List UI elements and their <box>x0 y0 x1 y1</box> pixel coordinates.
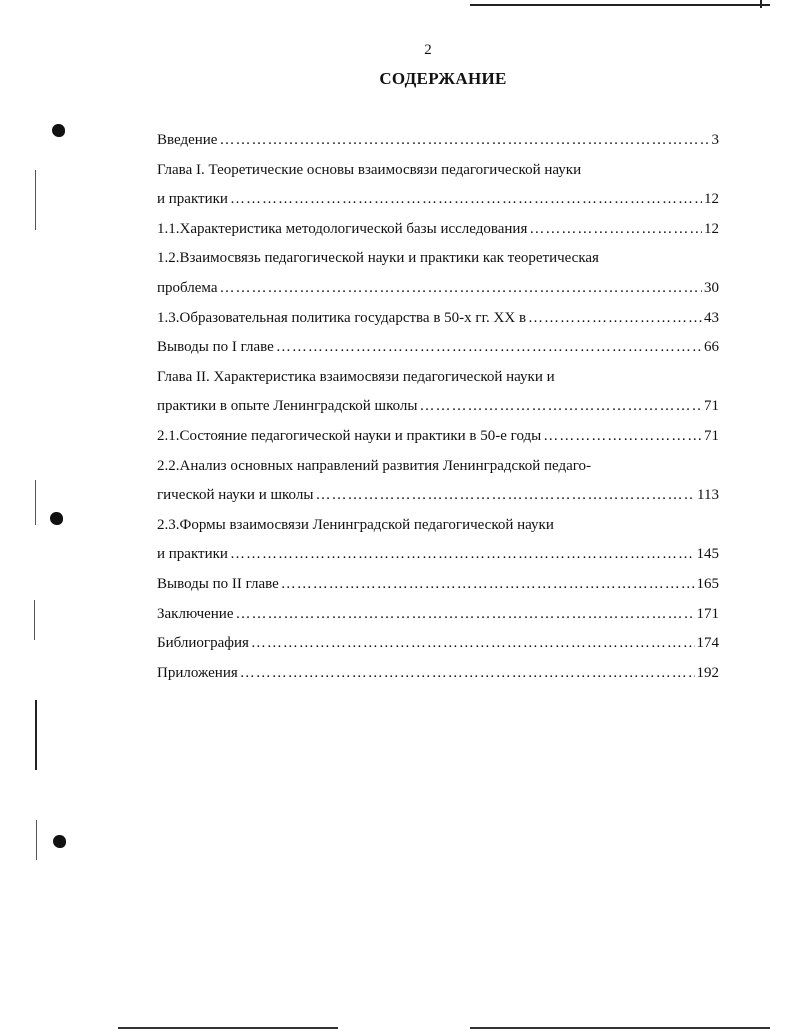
toc-dot-leader <box>230 540 695 570</box>
toc-entry-title: Введение <box>157 132 218 148</box>
toc-entry-page: 3 <box>711 132 719 148</box>
margin-mark <box>34 600 35 640</box>
page-number: 2 <box>424 42 432 58</box>
margin-mark <box>35 480 36 525</box>
toc-entry-page: 113 <box>697 487 719 504</box>
toc-entry-title: Заключение <box>157 605 234 622</box>
toc-entry-title: и практики <box>157 546 228 563</box>
toc-entry <box>157 452 719 482</box>
toc-entry-page: 145 <box>696 546 719 563</box>
scan-edge-bottom-right <box>470 1027 770 1029</box>
toc-entry-page: 43 <box>704 309 719 326</box>
toc-entry-page: 71 <box>704 398 719 415</box>
toc-entry-page: 12 <box>704 220 719 237</box>
toc-entry <box>157 156 719 186</box>
toc-entry-title: Глава I. Теоретические основы взаимосвязи педагогической науки <box>157 161 582 178</box>
toc-entry <box>157 215 719 245</box>
toc-entry <box>157 274 719 304</box>
scan-edge-top <box>470 4 770 6</box>
toc-entry <box>157 600 719 630</box>
toc-entry-title: и практики <box>157 191 228 208</box>
toc-entry-title: 2.2.Анализ основных направлений развития Ленинградской педаго- <box>157 457 592 474</box>
toc-dot-leader <box>528 304 702 334</box>
toc-entry <box>157 629 719 659</box>
toc-entry-page: 192 <box>696 664 719 681</box>
punch-hole-mark <box>52 124 65 137</box>
toc-entry-page: 66 <box>704 339 719 356</box>
toc-dot-leader <box>236 600 695 630</box>
toc-dot-leader <box>219 274 702 304</box>
toc-dot-leader <box>276 333 702 363</box>
scan-edge-top-tick <box>760 0 762 8</box>
toc-entry <box>157 422 719 452</box>
toc-entry <box>157 304 719 334</box>
toc-entry-title: практики в опыте Ленинградской школы <box>157 398 418 415</box>
toc-dot-leader <box>281 570 695 600</box>
toc-entry-title: Выводы по I главе <box>157 339 274 356</box>
scan-edge-bottom-left <box>118 1027 338 1029</box>
toc-entry-title: Глава II. Характеристика взаимосвязи педагогической науки и <box>157 368 555 385</box>
toc-entry-title: 1.2.Взаимосвязь педагогической науки и практики как теоретическая <box>157 250 599 267</box>
toc-entry-page: 171 <box>696 605 719 622</box>
toc-entry <box>157 570 719 600</box>
toc-entry-title: Выводы по II главе <box>157 575 279 592</box>
toc-entry <box>157 659 719 689</box>
toc-dot-leader <box>315 481 695 511</box>
toc-entry-title: Библиография <box>157 635 249 652</box>
toc-entry <box>157 511 719 541</box>
page-title: СОДЕРЖАНИЕ <box>379 69 507 88</box>
toc-entry-title: 1.1.Характеристика методологической базы исследования <box>157 220 528 237</box>
toc-entry-title: гической науки и школы <box>157 487 314 504</box>
margin-mark <box>35 170 36 230</box>
toc-entry-title: 1.3.Образовательная политика государства в 50-х гг. XX в <box>157 309 527 326</box>
toc-entry <box>157 185 719 215</box>
table-of-contents <box>157 126 719 688</box>
toc-entry <box>157 333 719 363</box>
toc-entry-page: 71 <box>704 427 719 444</box>
toc-entry-page: 165 <box>696 575 719 592</box>
toc-entry <box>157 363 719 393</box>
toc-entry <box>157 481 719 511</box>
toc-entry-title: проблема <box>157 279 218 296</box>
margin-mark <box>35 700 37 770</box>
toc-dot-leader <box>529 215 702 245</box>
toc-entry <box>157 540 719 570</box>
toc-dot-leader <box>419 392 702 422</box>
margin-mark <box>36 820 37 860</box>
toc-dot-leader <box>230 185 702 215</box>
toc-entry-title: Приложения <box>157 664 238 681</box>
toc-entry-title: 2.3.Формы взаимосвязи Ленинградской педагогической науки <box>157 516 554 533</box>
punch-hole-mark <box>53 835 66 848</box>
toc-entry-page: 174 <box>696 635 719 652</box>
toc-entry <box>157 392 719 422</box>
toc-dot-leader <box>543 422 702 452</box>
toc-entry-page: 30 <box>704 279 719 296</box>
toc-entry-page: 12 <box>704 191 719 208</box>
toc-entry-title: 2.1.Состояние педагогической науки и практики в 50-е годы <box>157 427 542 444</box>
toc-entry <box>157 244 719 274</box>
toc-dot-leader <box>251 629 695 659</box>
toc-dot-leader <box>240 659 695 689</box>
punch-hole-mark <box>50 512 63 525</box>
toc-dot-leader <box>219 126 709 156</box>
toc-entry <box>157 126 719 156</box>
